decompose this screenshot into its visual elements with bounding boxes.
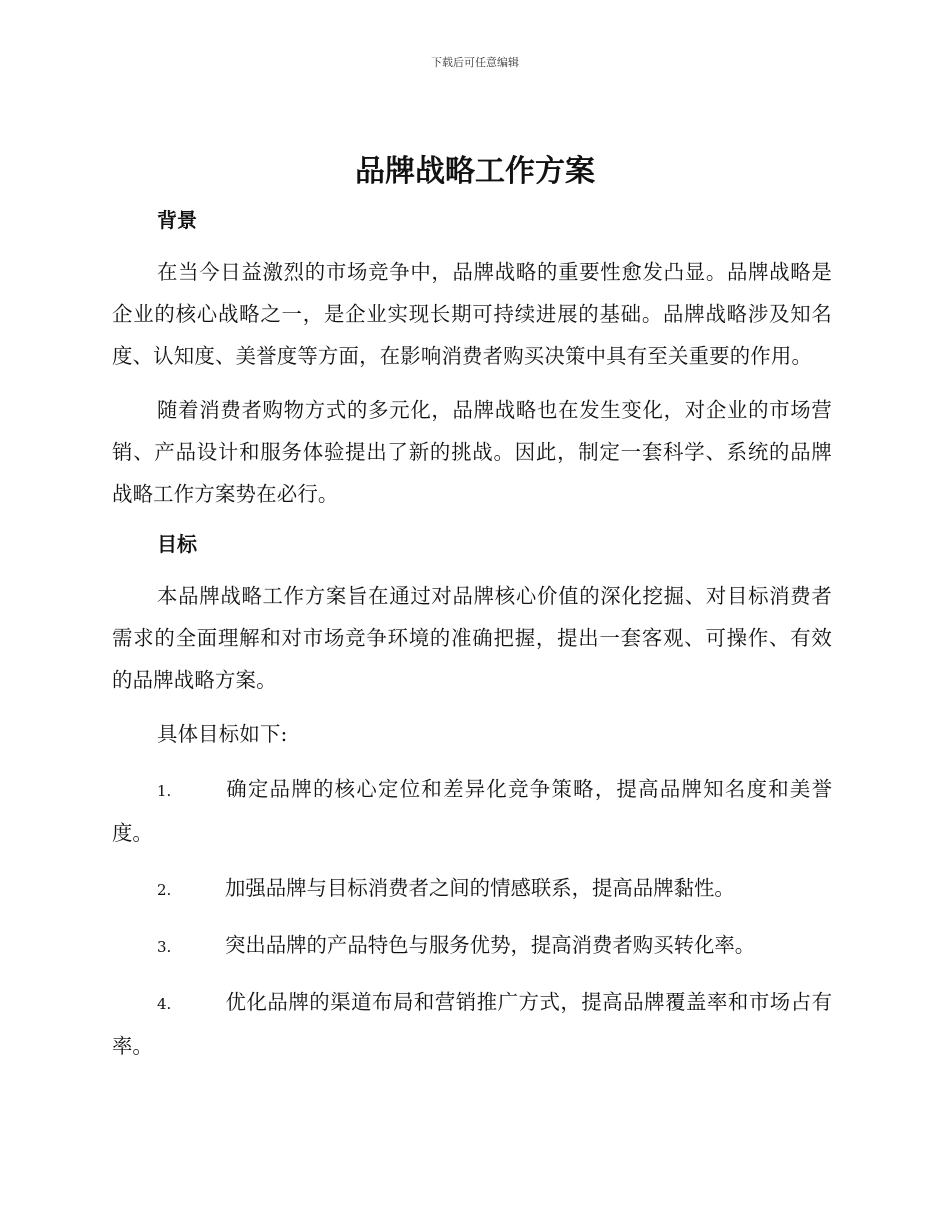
list-item <box>112 867 832 911</box>
list-item <box>112 981 832 1067</box>
list-text: 突出品牌的产品特色与服务优势，提高消费者购买转化率。 <box>225 933 756 957</box>
list-item <box>112 768 832 854</box>
section-heading-goals: 目标 <box>157 532 197 556</box>
paragraph: 在当今日益激烈的市场竞争中，品牌战略的重要性愈发凸显。品牌战略是企业的核心战略之一，是企业实现长期可持续进展的基础。品牌战略涉及知名度、认知度、美誉度等方面，在影响消费者购买决策中具有至关重要的作用。 <box>112 260 832 368</box>
list-text: 优化品牌的渠道布局和营销推广方式，提高品牌覆盖率和市场占有率。 <box>112 990 832 1058</box>
header-note: 下载后可任意编辑 <box>431 56 519 69</box>
paragraph: 随着消费者购物方式的多元化，品牌战略也在发生变化，对企业的市场营销、产品设计和服务体验提出了新的挑战。因此，制定一套科学、系统的品牌战略工作方案势在必行。 <box>112 398 832 506</box>
list-number: 1. <box>157 782 172 800</box>
document-title: 品牌战略工作方案 <box>355 154 595 189</box>
paragraph: 具体目标如下: <box>157 722 288 746</box>
section-heading-background: 背景 <box>157 208 197 232</box>
list-item <box>112 924 832 968</box>
list-number: 3. <box>157 938 172 956</box>
document-body <box>112 203 832 1067</box>
list-text: 确定品牌的核心定位和差异化竞争策略，提高品牌知名度和美誉度。 <box>112 777 832 845</box>
list-number: 2. <box>157 881 172 899</box>
list-number: 4. <box>157 995 172 1013</box>
list-text: 加强品牌与目标消费者之间的情感联系，提高品牌黏性。 <box>225 876 735 900</box>
paragraph: 本品牌战略工作方案旨在通过对品牌核心价值的深化挖掘、对目标消费者需求的全面理解和对市场竞争环境的准确把握，提出一套客观、可操作、有效的品牌战略方案。 <box>112 584 832 692</box>
